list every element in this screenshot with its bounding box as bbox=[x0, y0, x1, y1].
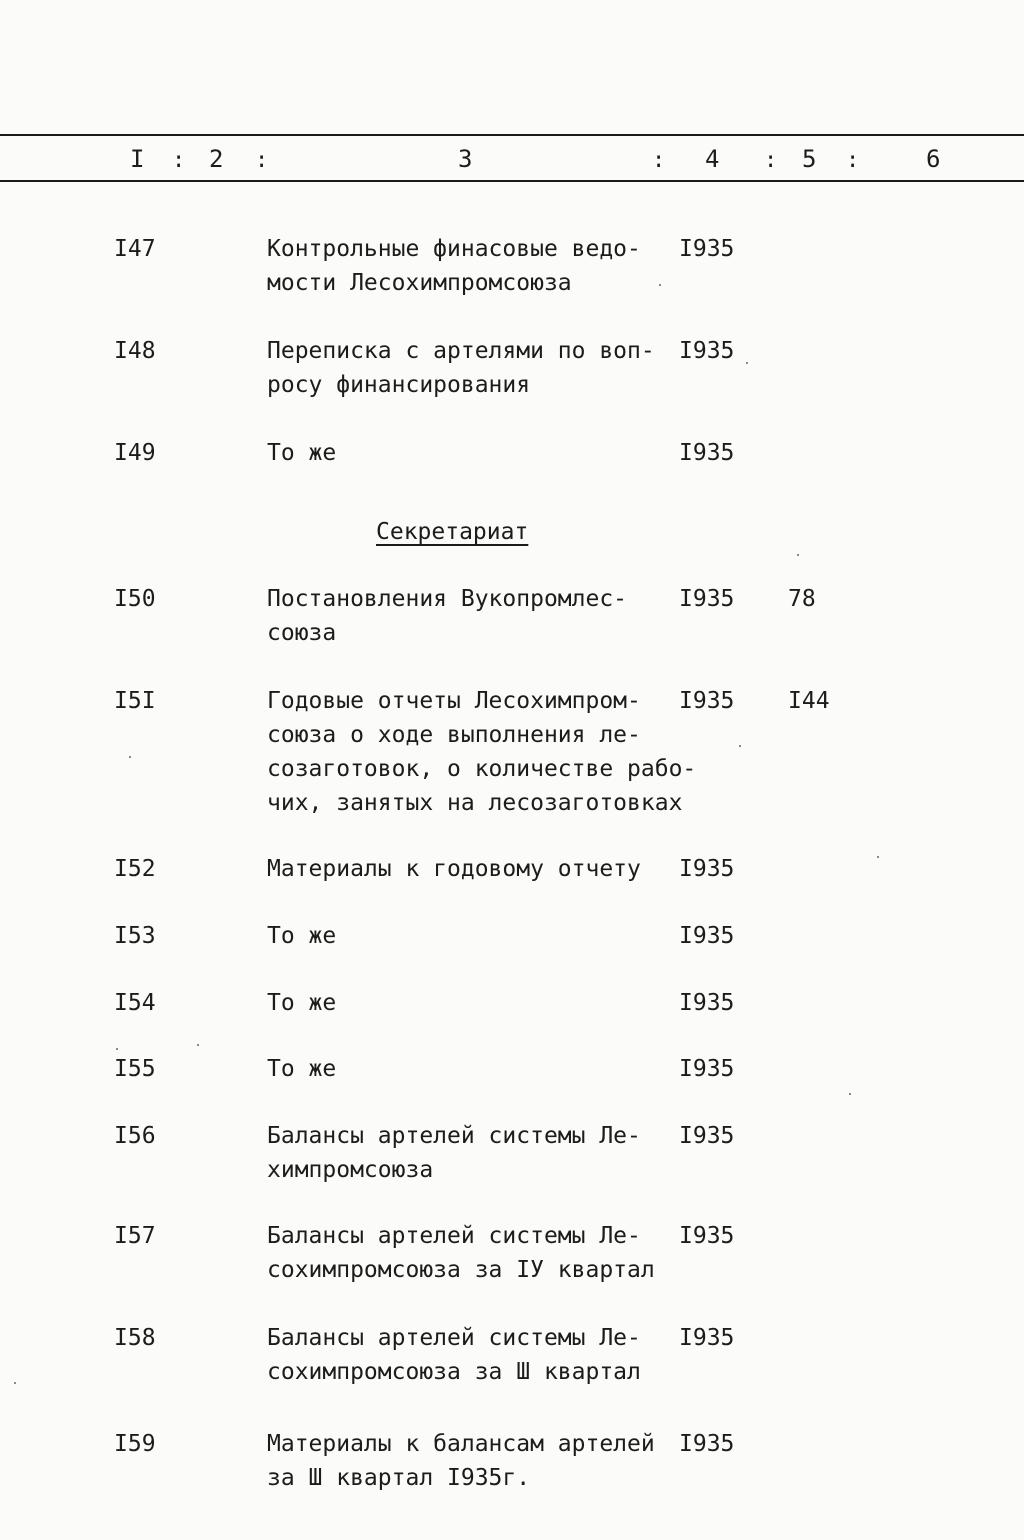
row-number: I55 bbox=[114, 1056, 156, 1082]
row-year: I935 bbox=[679, 586, 735, 612]
row-year: I935 bbox=[679, 923, 735, 949]
header-col-6: 6 bbox=[926, 145, 941, 173]
row-year: I935 bbox=[679, 1123, 735, 1149]
scan-speck bbox=[129, 756, 131, 758]
header-col-5: 5 bbox=[802, 145, 817, 173]
header-bottom-rule bbox=[0, 180, 1024, 182]
scan-speck bbox=[849, 1093, 851, 1095]
row-year: I935 bbox=[679, 1056, 735, 1082]
row-number: I50 bbox=[114, 586, 156, 612]
header-col-2: 2 bbox=[209, 145, 224, 173]
row-year: I935 bbox=[679, 856, 735, 882]
row-number: I52 bbox=[114, 856, 156, 882]
header-col-1: I bbox=[130, 145, 145, 173]
row-description-line: Материалы к годовому отчету bbox=[267, 856, 641, 882]
row-description-line: мости Лесохимпромсоюза bbox=[267, 270, 572, 296]
row-year: I935 bbox=[679, 688, 735, 714]
row-description-line: То же bbox=[267, 440, 337, 466]
row-number: I47 bbox=[114, 236, 156, 262]
row-year: I935 bbox=[679, 990, 735, 1016]
row-year: I935 bbox=[679, 1431, 735, 1457]
scan-speck bbox=[116, 1048, 118, 1050]
row-description-line: Материалы к балансам артелей bbox=[267, 1431, 655, 1457]
row-description-line: Годовые отчеты Лесохимпром- bbox=[267, 688, 641, 714]
row-description-line: химпромсоюза bbox=[267, 1157, 434, 1183]
header-col-4: 4 bbox=[705, 145, 720, 173]
row-number: I58 bbox=[114, 1325, 156, 1351]
row-year: I935 bbox=[679, 1325, 735, 1351]
row-description-line: союза bbox=[267, 620, 337, 646]
row-description-line: сохимпромсоюза за Ш квартал bbox=[267, 1359, 641, 1385]
row-description-line: Балансы артелей системы Ле- bbox=[267, 1325, 641, 1351]
row-description-line: Постановления Вукопромлес- bbox=[267, 586, 628, 612]
header-separator: : bbox=[652, 148, 666, 173]
row-year: I935 bbox=[679, 236, 735, 262]
row-number: I59 bbox=[114, 1431, 156, 1457]
scan-speck bbox=[746, 362, 748, 364]
row-number: I56 bbox=[114, 1123, 156, 1149]
row-description-line: Балансы артелей системы Ле- bbox=[267, 1223, 641, 1249]
row-number: I48 bbox=[114, 338, 156, 364]
header-separator: : bbox=[172, 148, 186, 173]
scan-speck bbox=[877, 856, 879, 858]
scan-speck bbox=[797, 554, 799, 556]
row-description-line: союза о ходе выполнения ле- bbox=[267, 722, 641, 748]
scan-speck bbox=[197, 1044, 199, 1046]
row-description-line: Балансы артелей системы Ле- bbox=[267, 1123, 641, 1149]
section-title: Секретариат bbox=[376, 519, 529, 545]
row-description-line: Контрольные финасовые ведо- bbox=[267, 236, 641, 262]
row-year: I935 bbox=[679, 338, 735, 364]
row-sheet-count: 78 bbox=[788, 586, 816, 612]
row-description-line: созаготовок, о количестве рабо- bbox=[267, 756, 697, 782]
row-number: I5I bbox=[114, 688, 156, 714]
row-description-line: Переписка с артелями по воп- bbox=[267, 338, 655, 364]
row-description-line: То же bbox=[267, 1056, 337, 1082]
row-year: I935 bbox=[679, 1223, 735, 1249]
row-description-line: за Ш квартал I935г. bbox=[267, 1465, 531, 1491]
row-number: I49 bbox=[114, 440, 156, 466]
header-col-3: 3 bbox=[458, 145, 473, 173]
row-number: I57 bbox=[114, 1223, 156, 1249]
header-separator: : bbox=[255, 148, 269, 173]
row-number: I54 bbox=[114, 990, 156, 1016]
header-separator: : bbox=[764, 148, 778, 173]
row-description-line: росу финансирования bbox=[267, 372, 531, 398]
row-description-line: чих, занятых на лесозаготовках bbox=[267, 790, 683, 816]
row-year: I935 bbox=[679, 440, 735, 466]
header-separator: : bbox=[846, 148, 860, 173]
header-top-rule bbox=[0, 134, 1024, 136]
row-description-line: сохимпромсоюза за IУ квартал bbox=[267, 1257, 655, 1283]
row-sheet-count: I44 bbox=[788, 688, 830, 714]
row-number: I53 bbox=[114, 923, 156, 949]
scan-speck bbox=[659, 284, 661, 286]
row-description-line: То же bbox=[267, 923, 337, 949]
row-description-line: То же bbox=[267, 990, 337, 1016]
scan-speck bbox=[14, 1382, 16, 1384]
scan-speck bbox=[739, 745, 741, 747]
